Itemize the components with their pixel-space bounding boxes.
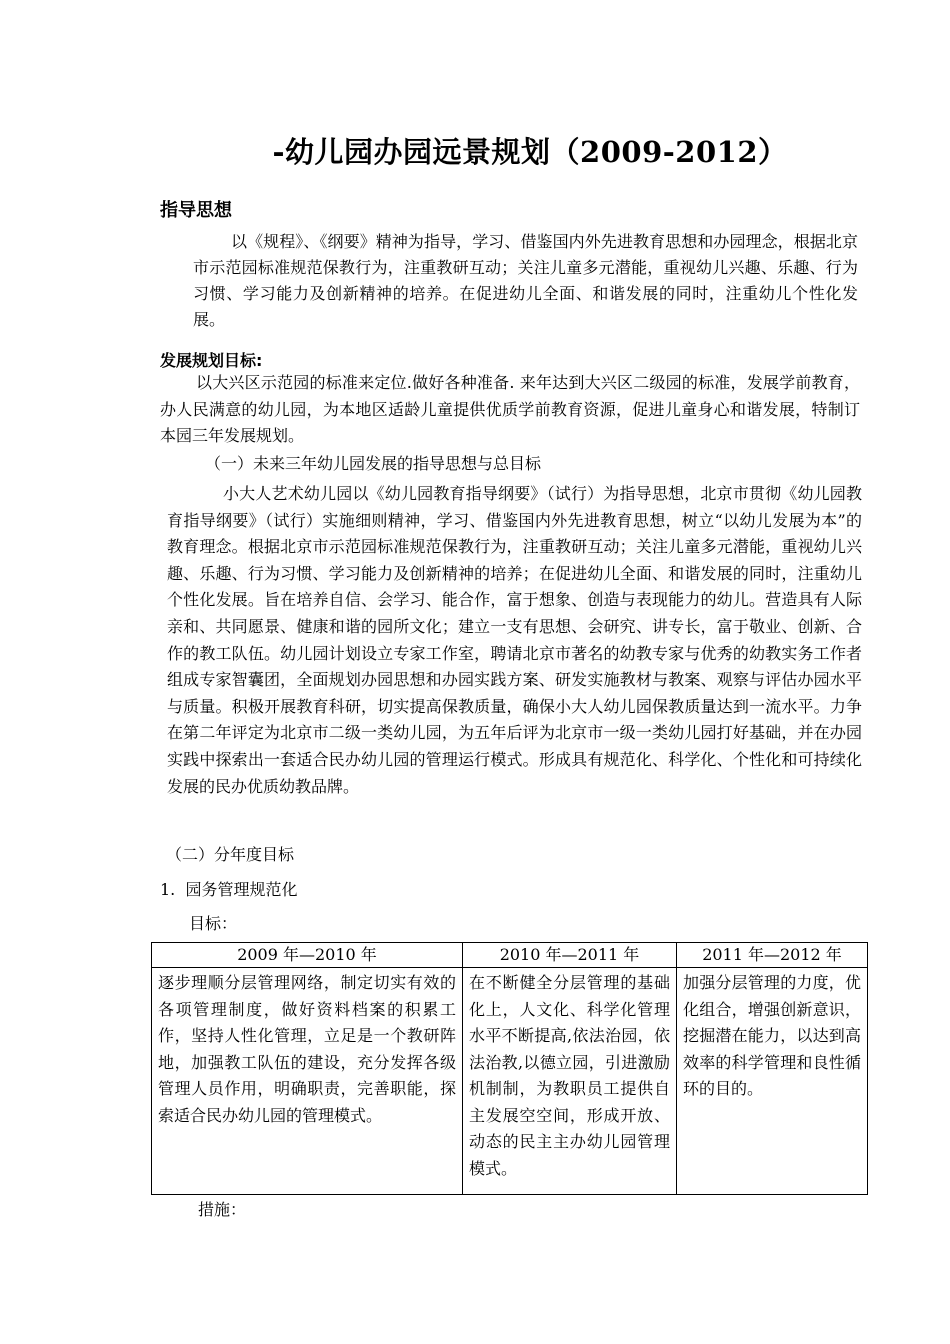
subsection-heading-annual-goals: （二）分年度目标 [166, 845, 295, 864]
subsection-heading-overall-goals: （一）未来三年幼儿园发展的指导思想与总目标 [205, 454, 542, 473]
guiding-thought-paragraph: 以《规程》、《纲要》精神为指导，学习、借鉴国内外先进教育思想和办园理念，根据北京市示范园标准规范保教行为，注重教研互动；关注儿童多元潜能，重视幼儿兴趣、乐趣、行为习惯、学习能力及创新精神的培养。在促进幼儿全面、和谐发展的同时，注重幼儿个性化发展。 [193, 232, 858, 329]
section-heading-guiding-thought: 指导思想 [160, 200, 232, 221]
table-cell: 加强分层管理的力度，优化组合，增强创新意识，挖掘潜在能力，以达到高效率的科学管理和良性循环的目的。 [677, 968, 868, 1195]
table-cell: 逐步理顺分层管理网络，制定切实有效的各项管理制度，做好资料档案的积累工作，坚持人性化管理，立足是一个教研阵地，加强教工队伍的建设，充分发挥各级管理人员作用，明确职责，完善职能，探索适合民办幼儿园的管理模式。 [152, 968, 463, 1195]
overall-goals-paragraph: 小大人艺术幼儿园以《幼儿园教育指导纲要》（试行）为指导思想，北京市贯彻《幼儿园教育指导纲要》（试行）实施细则精神，学习、借鉴国内外先进教育思想，树立“以幼儿发展为本”的教育理念。根据北京市示范园标准规范保教行为，注重教研互动；关注儿童多元潜能，重视幼儿兴趣、乐趣、行为习惯、学习能力及创新精神的培养；在促进幼儿全面、和谐发展的同时，注重幼儿个性化发展。旨在培养自信、会学习、能合作，富于想象、创造与表现能力的幼儿。营造具有人际亲和、共同愿景、健康和谐的园所文化；建立一支有思想、会研究、讲专长，富于敬业、创新、合作的教工队伍。幼儿园计划设立专家工作室，聘请北京市著名的幼教专家与优秀的幼教实务工作者组成专家智囊团，全面规划办园思想和办园实践方案、研发实施教材与教案、观察与评估办园水平与质量。积极开展教育科研，切实提高保教质量，确保小大人幼儿园保教质量达到一流水平。力争在第二年评定为北京市二级一类幼儿园，为五年后评为北京市一级一类幼儿园打好基础，并在办园实践中探索出一套适合民办幼儿园的管理运行模式。形成具有规范化、科学化、个性化和可持续化发展的民办优质幼教品牌。 [167, 484, 862, 796]
annual-goals-table [151, 942, 868, 1195]
section-heading-development-goals: 发展规划目标: [160, 351, 263, 370]
table-header-cell: 2010 年—2011 年 [463, 943, 677, 968]
table-header-cell: 2009 年—2010 年 [152, 943, 463, 968]
table-header-cell: 2011 年—2012 年 [677, 943, 868, 968]
table-cell: 在不断健全分层管理的基础化上，人文化、科学化管理水平不断提高,依法治园，依法治教,以德立园，引进激励机制制，为教职员工提供自主发展空空间，形成开放、动态的民主主办幼儿园管理模式。 [463, 968, 677, 1195]
document-title: -幼儿园办园远景规划（2009-2012） [272, 135, 788, 169]
table-row [152, 968, 868, 1195]
development-goals-paragraph: 以大兴区示范园的标准来定位.做好各种准备. 来年达到大兴区二级园的标准，发展学前教育，办人民满意的幼儿园，为本地区适龄儿童提供优质学前教育资源，促进儿童身心和谐发展，特制订本园三年发展规划。 [160, 373, 860, 445]
table-header-row [152, 943, 868, 968]
item-management-standardization: 1. 园务管理规范化 [160, 880, 298, 899]
measures-label: 措施： [198, 1200, 247, 1219]
goal-label: 目标： [189, 914, 238, 933]
